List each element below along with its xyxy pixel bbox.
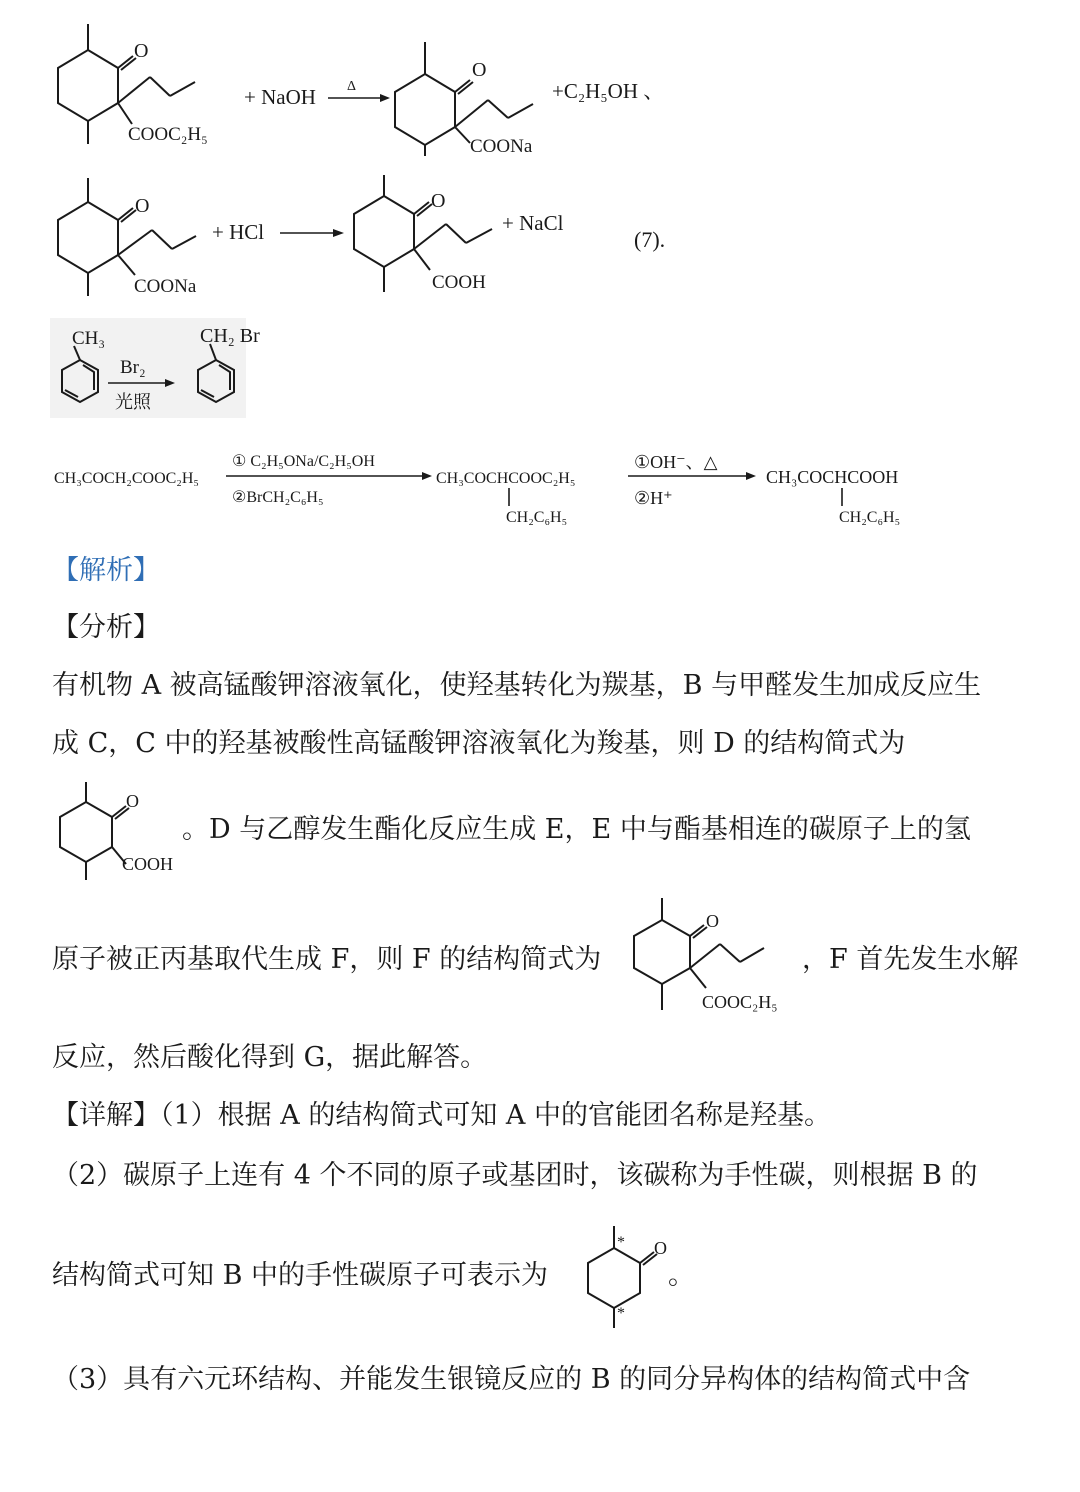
row2-reactant-structure: [58, 178, 197, 297]
row1-reactant-group: COOC₂H₅: [128, 124, 208, 145]
benzyl-bromide-label-layer: [0, 318, 300, 358]
row2-reactant-group: COONa: [134, 276, 197, 297]
row2-oxygen-label: O: [135, 195, 150, 217]
synthesis-intermediate: CH₃COCHCOOC₂H₅: [436, 470, 576, 487]
detail-3-line-1: （3）具有六元环结构、并能发生银镜反应的 B 的同分异构体的结构简式中含: [52, 1364, 971, 1395]
structure-d-group: COOH: [122, 854, 174, 874]
analysis-line-3: 。D 与乙醇发生酯化反应生成 E，E 中与酯基相连的碳原子上的氢: [182, 814, 971, 845]
row1-byproduct: +C₂H₅OH 、: [552, 79, 665, 103]
synthesis-route: [0, 442, 1080, 532]
row1-product-group: COONa: [470, 136, 533, 157]
structure-f-group: COOC₂H₅: [702, 992, 778, 1012]
reaction-scheme: [0, 0, 1080, 310]
row1-oxygen-label: O: [134, 40, 149, 62]
analysis-line-1: 有机物 A 被高锰酸钾溶液氧化，使羟基转化为羰基，B 与甲醛发生加成反应生: [52, 670, 982, 701]
synthesis-product: CH₃COCHCOOH: [766, 467, 899, 487]
row2-product-group: COOH: [432, 272, 486, 293]
intermediate-substituent: CH₂C₆H₅: [506, 509, 568, 526]
analysis-line-2: 成 C，C 中的羟基被酸性高锰酸钾溶液氧化为羧基，则 D 的结构简式为: [52, 728, 906, 759]
synthesis-start: CH₃COCH₂COOC₂H₅: [54, 470, 199, 487]
step1-arrow: [226, 472, 432, 480]
benzyl-bromide-group: CH₂ Br: [200, 325, 260, 347]
chiral-star-top: *: [617, 1234, 625, 1251]
detail-2-line-2b: 。: [668, 1260, 695, 1291]
toluene-methyl-label: CH₃: [72, 328, 106, 349]
fenxi-heading: 【分析】: [52, 612, 160, 643]
structure-f: [626, 892, 816, 1022]
row2-product-structure: [354, 175, 492, 293]
question-number: (7).: [634, 227, 666, 252]
row1-reagent: + NaOH: [244, 85, 316, 109]
step2-condition-1: ①OH⁻、△: [634, 452, 718, 472]
structure-f-oxygen: O: [706, 911, 719, 931]
row2-arrow: [280, 229, 344, 237]
row1-product-oxygen: O: [472, 59, 487, 81]
step2-condition-2: ②H⁺: [634, 488, 673, 508]
structure-d-oxygen: O: [126, 791, 139, 811]
product-substituent: CH₂C₆H₅: [839, 509, 901, 526]
step1-condition-1: ① C₂H₅ONa/C₂H₅OH: [232, 453, 375, 470]
detail-1: 【详解】（1）根据 A 的结构简式可知 A 中的官能团名称是羟基。: [52, 1100, 832, 1131]
structure-b-oxygen: O: [654, 1238, 667, 1258]
row2-byproduct: + NaCl: [502, 211, 564, 235]
row1-product-structure: [395, 42, 533, 157]
row1-arrow: [328, 94, 390, 102]
row1-condition: Δ: [347, 79, 357, 94]
row1-reactant-structure: [58, 24, 208, 145]
light-condition: 光照: [115, 392, 151, 413]
analysis-line-5: 反应，然后酸化得到 G，据此解答。: [52, 1042, 488, 1073]
structure-d: [50, 774, 190, 884]
bromine-reagent: Br₂: [120, 357, 146, 378]
step1-condition-2: ②BrCH₂C₆H₅: [232, 489, 324, 506]
chiral-star-bottom: *: [617, 1305, 625, 1322]
detail-2-line-2a: 结构简式可知 B 中的手性碳原子可表示为: [52, 1260, 549, 1291]
detail-2-line-1: （2）碳原子上连有 4 个不同的原子或基团时，该碳称为手性碳，则根据 B 的: [52, 1160, 978, 1191]
analysis-line-4b: ，F 首先发生水解: [802, 944, 1019, 975]
row2-reagent: + HCl: [212, 220, 265, 244]
analysis-line-4a: 原子被正丙基取代生成 F，则 F 的结构简式为: [52, 944, 602, 975]
row2-product-oxygen: O: [431, 190, 446, 212]
jiexi-heading: 【解析】: [52, 555, 160, 586]
step2-arrow: [628, 472, 756, 480]
bromination-arrow: [108, 379, 175, 387]
